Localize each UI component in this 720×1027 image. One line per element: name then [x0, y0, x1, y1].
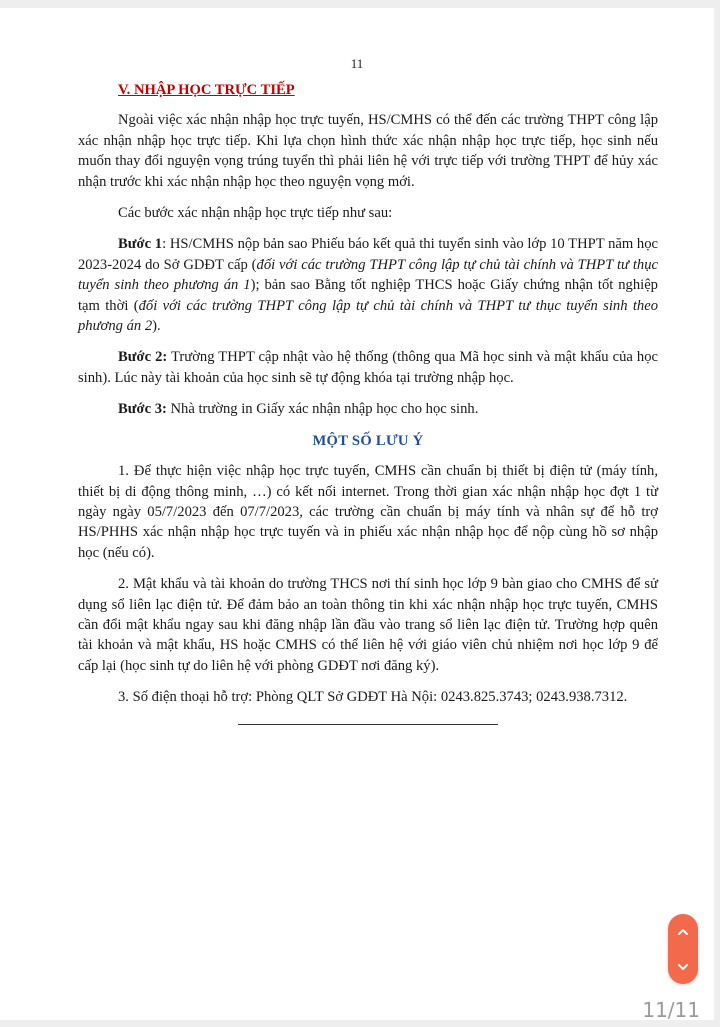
- step-3-label: Bước 3:: [118, 401, 167, 418]
- previous-page-button[interactable]: [668, 914, 698, 949]
- step-1-text-c: ).: [152, 318, 161, 335]
- end-divider: [238, 724, 498, 725]
- step-3-paragraph: [78, 399, 658, 419]
- step-1-italic-a: đối với các trường THPT công lập tự chủ tài chính và THPT tư thục tuyển sinh theo phương án 1: [78, 256, 658, 294]
- section-heading: V. NHẬP HỌC TRỰC TIẾP: [118, 82, 295, 98]
- step-2-text: Trường THPT cập nhật vào hệ thống (thông qua Mã học sinh và mật khẩu của học sinh). Lúc này tài khoản của học sinh sẽ tự động khóa tại trường nhập học.: [78, 349, 658, 386]
- step-3-text: Nhà trường in Giấy xác nhận nhập học cho học sinh.: [166, 401, 479, 418]
- step-1-text-b: ); bản sao Bằng tốt nghiệp THCS hoặc Giấy chứng nhận tốt nghiệp tạm thời (: [78, 277, 658, 314]
- intro-paragraph: Ngoài việc xác nhận nhập học trực tuyến, HS/CMHS có thể đến các trường THPT công lập xác nhận nhập học trực tiếp. Khi lựa chọn hình thức xác nhận nhập học trực tiếp, học sinh nếu muốn thay đổi nguyện vọng trúng tuyển thì phải liên hệ với trực tiếp với trường THPT để hủy xác nhận trước khi xác nhận nhập học theo nguyện vọng mới.: [78, 112, 658, 190]
- page-nav-control: [668, 914, 698, 984]
- steps-intro: Các bước xác nhận nhập học trực tiếp như sau:: [118, 205, 393, 222]
- note-item: 3. Số điện thoại hỗ trợ: Phòng QLT Sở GDĐT Hà Nội: 0243.825.3743; 0243.938.7312.: [118, 689, 628, 706]
- chevron-down-icon: [676, 960, 690, 974]
- step-2-paragraph: [78, 347, 658, 388]
- note-item: 1. Để thực hiện việc nhập học trực tuyến, CMHS cần chuẩn bị thiết bị điện tử (máy tính, thiết bị di động thông minh, …) có kết nối internet. Trong thời gian xác nhận nhập học đợt 1 từ ngày ngày 05/7/2023 đến 07/7/2023, các trường cần chuẩn bị máy tính và nhân sự để hỗ trợ HS/PHHS xác nhận nhập học trực tuyến và in phiếu xác nhận nhập học để nộp cùng hồ sơ nhập học (nếu có).: [78, 463, 658, 561]
- document-page: [0, 8, 714, 1020]
- chevron-up-icon: [676, 925, 690, 939]
- step-1-italic-b: đối với các trường THPT công lập tự chủ tài chính và THPT tư thục tuyển sinh theo phương án 2: [78, 297, 658, 335]
- next-page-button[interactable]: [668, 949, 698, 984]
- step-1-label: Bước 1: [118, 236, 163, 253]
- step-2-label: Bước 2:: [118, 349, 168, 366]
- page-indicator: 11/11: [642, 998, 700, 1022]
- page-number: 11: [350, 56, 364, 71]
- step-1-paragraph: [78, 234, 658, 336]
- notes-heading: MỘT SỐ LƯU Ý: [312, 432, 424, 449]
- page-content: [78, 80, 658, 725]
- note-item: 2. Mật khẩu và tài khoản do trường THCS nơi thí sinh học lớp 9 bàn giao cho CMHS để sử dụng sổ liên lạc điện tử. Để đảm bảo an toàn thông tin khi xác nhận nhập học trực tuyến, CMHS cần đổi mật khẩu ngay sau khi đăng nhập lần đầu vào trang sổ liên lạc điện tử. Trường hợp quên tài khoản và mật khẩu, HS hoặc CMHS có thể liên hệ với giáo viên chủ nhiệm nơi học lớp 9 để cấp lại (học sinh tự do liên hệ với phòng GDĐT nơi đăng ký).: [78, 576, 658, 674]
- step-1-text-a: : HS/CMHS nộp bản sao Phiếu báo kết quả thi tuyển sinh vào lớp 10 THPT năm học 2023-2024 do Sở GDĐT cấp (: [78, 236, 658, 273]
